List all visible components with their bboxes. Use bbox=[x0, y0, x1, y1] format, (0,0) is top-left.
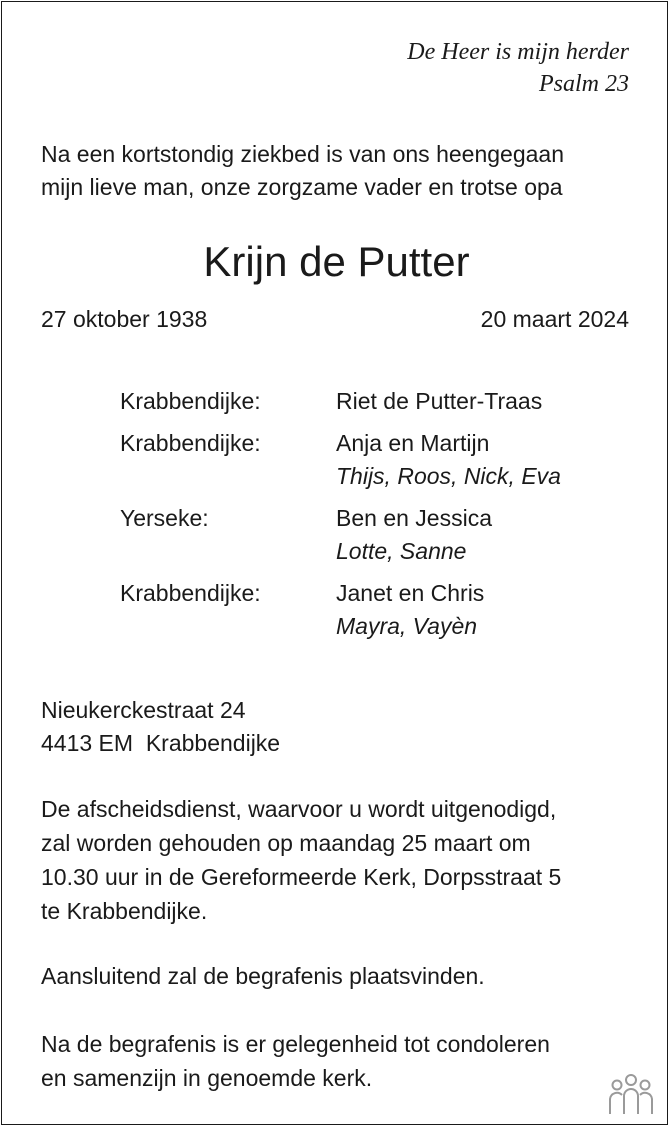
motto-line-1: De Heer is mijn herder bbox=[407, 39, 629, 65]
condolence-line-1: Na de begrafenis is er gelegenheid tot condoleren bbox=[41, 1031, 550, 1057]
family-place: Krabbendijke: bbox=[120, 430, 261, 456]
family-names bbox=[336, 502, 620, 568]
service-details bbox=[41, 792, 641, 928]
family-names bbox=[336, 577, 620, 643]
birth-date: 27 oktober 1938 bbox=[41, 306, 208, 332]
family-members: Riet de Putter-Traas bbox=[336, 388, 543, 414]
family-place: Krabbendijke: bbox=[120, 580, 261, 606]
address-street: Nieukerckestraat 24 bbox=[41, 697, 246, 723]
intro-line-2: mijn lieve man, onze zorgzame vader en trotse opa bbox=[41, 174, 563, 200]
condolence-line-2: en samenzijn in genoemde kerk. bbox=[41, 1065, 373, 1091]
deceased-name: Krijn de Putter bbox=[203, 238, 470, 285]
family-members: Anja en Martijn bbox=[336, 430, 490, 456]
service-line-3: 10.30 uur in de Gereformeerde Kerk, Dorpsstraat 5 bbox=[41, 864, 562, 890]
family-names bbox=[336, 427, 620, 493]
family-row bbox=[120, 427, 620, 493]
death-date: 20 maart 2024 bbox=[480, 306, 629, 332]
motto-line-2: Psalm 23 bbox=[539, 71, 629, 97]
motto bbox=[407, 36, 629, 100]
family-row bbox=[120, 577, 620, 643]
address-postal-city: 4413 EM Krabbendijke bbox=[41, 730, 281, 756]
family-names bbox=[336, 385, 620, 418]
service-line-2: zal worden gehouden op maandag 25 maart om bbox=[41, 830, 531, 856]
family-members: Janet en Chris bbox=[336, 580, 485, 606]
family-place: Yerseke: bbox=[120, 505, 209, 531]
condolence-notice bbox=[41, 1027, 641, 1095]
home-address bbox=[41, 694, 280, 760]
obituary-card bbox=[1, 1, 668, 1125]
family-place: Krabbendijke: bbox=[120, 388, 261, 414]
intro-line-1: Na een kortstondig ziekbed is van ons heengegaan bbox=[41, 141, 564, 167]
family-grandchildren: Thijs, Roos, Nick, Eva bbox=[336, 463, 561, 489]
service-line-4: te Krabbendijke. bbox=[41, 898, 208, 924]
family-members: Ben en Jessica bbox=[336, 505, 492, 531]
family-row bbox=[120, 502, 620, 568]
family-grandchildren: Mayra, Vayèn bbox=[336, 613, 478, 639]
intro-text bbox=[41, 138, 564, 204]
burial-notice: Aansluitend zal de begrafenis plaatsvinden. bbox=[41, 963, 485, 989]
family-grandchildren: Lotte, Sanne bbox=[336, 538, 467, 564]
service-line-1: De afscheidsdienst, waarvoor u wordt uitgenodigd, bbox=[41, 796, 557, 822]
family-row bbox=[120, 385, 620, 418]
people-group-icon bbox=[605, 1072, 657, 1116]
family-list bbox=[120, 385, 620, 652]
